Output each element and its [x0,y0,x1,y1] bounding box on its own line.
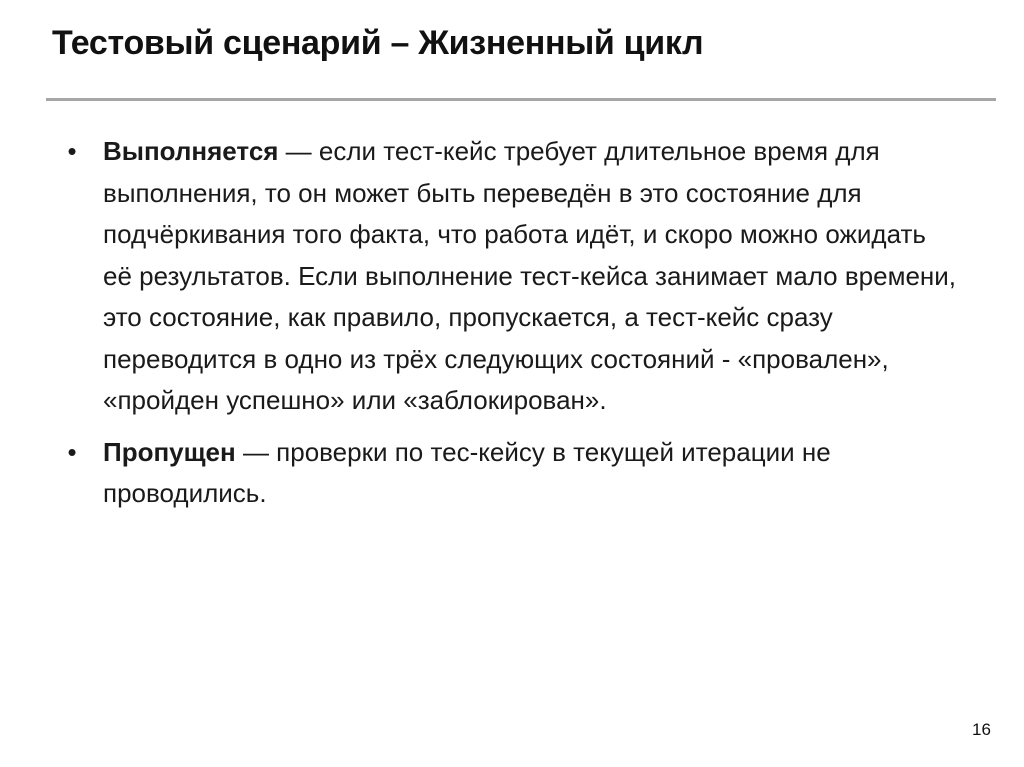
bullet-marker: • [67,136,77,166]
bullet-text: — если тест-кейс требует длительное время для выполнения, то он может быть переведён в это состояние для подчёркивания того факта, что работа идёт, и скоро можно ожидать её результатов. Если выполнение тест-кейса занимает мало времени, это состояние, как правило, пропускается, а тест-кейс сразу переводится в одно из трёх следующих состояний - «провален», «пройден успешно» или «заблокирован». [103,136,957,415]
page-number: 16 [972,720,991,739]
bullet-list [62,131,962,525]
slide-title: Тестовый сценарий – Жизненный цикл [52,24,704,62]
bullet-text: — проверки по тес-кейсу в текущей итерации не проводились. [103,436,831,508]
bullet-item-skipped [62,432,962,515]
bullet-term: Пропущен [103,436,236,467]
bullet-item-executing [62,131,962,422]
bullet-marker: • [67,436,77,467]
title-divider [46,98,996,101]
bullet-term: Выполняется [103,136,279,166]
